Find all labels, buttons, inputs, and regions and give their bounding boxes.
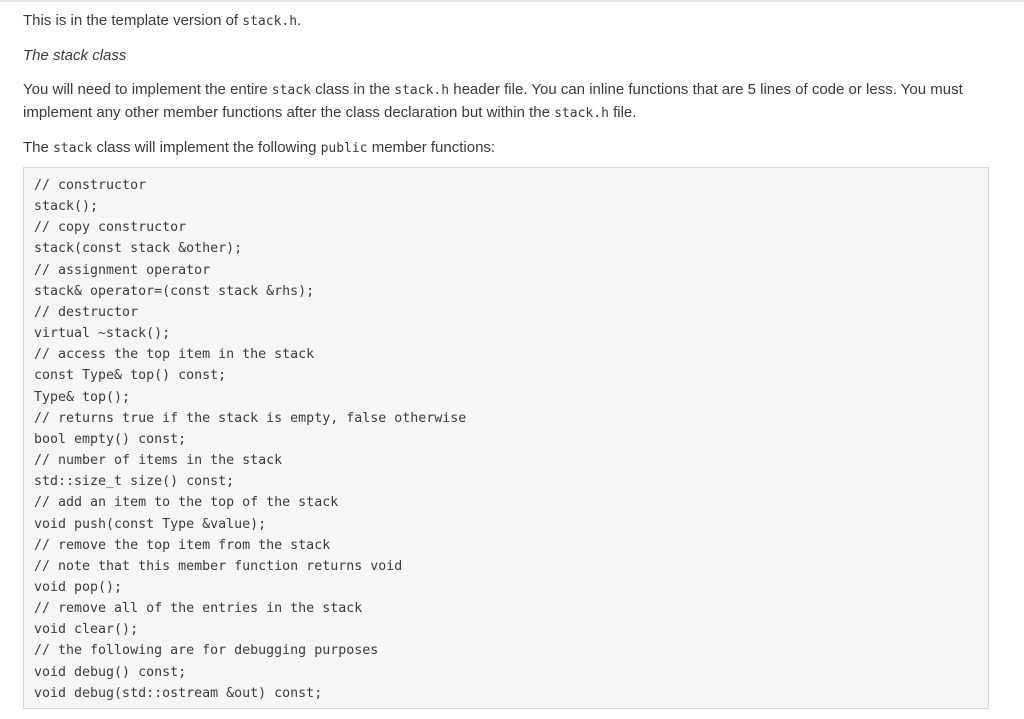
intro-paragraph [23, 10, 988, 33]
description-text-2: class in the [310, 81, 395, 98]
code-line: stack& operator=(const stack &rhs); [34, 283, 315, 299]
code-line: stack(const stack &other); [34, 241, 243, 257]
code-line: bool empty() const; [34, 431, 187, 447]
code-line: // returns true if the stack is empty, false otherwise [34, 410, 467, 426]
code-line: const Type& top() const; [34, 368, 227, 384]
code-line: // add an item to the top of the stack [34, 495, 339, 511]
lead-text-1: The [23, 139, 54, 156]
code-line: // destructor [34, 304, 139, 320]
lead-text-2: class will implement the following [92, 139, 321, 156]
top-divider [0, 0, 1024, 2]
code-line: // access the top item in the stack [34, 347, 315, 363]
code-line: virtual ~stack(); [34, 326, 171, 342]
description-text-3: header file. You can inline functions that are 5 lines of code or less. You must implement any other member functions after the class declaration but within the [23, 81, 963, 121]
code-line: // note that this member function returns void [34, 558, 403, 574]
intro-code: stack.h [242, 14, 298, 29]
code-line: void clear(); [34, 622, 139, 638]
description-code-3: stack.h [554, 106, 609, 121]
description-paragraph [23, 79, 988, 125]
code-line: // assignment operator [34, 262, 211, 278]
intro-suffix: . [297, 12, 302, 29]
lead-paragraph [23, 137, 988, 160]
code-line: // the following are for debugging purposes [34, 643, 379, 659]
description-code-2: stack.h [394, 83, 450, 98]
description-text-1: You will need to implement the entire [23, 81, 272, 98]
code-line: // remove the top item from the stack [34, 537, 331, 553]
lead-code-1: stack [53, 141, 93, 156]
intro-text: This is in the template version of [23, 12, 243, 29]
code-line: // remove all of the entries in the stack [34, 601, 363, 617]
code-line: // copy constructor [34, 220, 187, 236]
description-text-4: file. [608, 104, 637, 121]
code-line: std::size_t size() const; [34, 474, 235, 490]
code-line: // constructor [34, 178, 147, 193]
lead-code-2: public [320, 141, 368, 156]
code-line: stack(); [34, 199, 99, 215]
code-line: void push(const Type &value); [34, 516, 267, 532]
description-code-1: stack [271, 83, 311, 98]
code-line: void debug() const; [34, 664, 187, 680]
document-body [23, 10, 988, 177]
section-heading: The stack class [23, 47, 127, 64]
code-line: void debug(std::ostream &out) const; [34, 685, 323, 701]
code-line: // number of items in the stack [34, 453, 283, 469]
code-block [23, 167, 989, 709]
code-line: void pop(); [34, 579, 123, 595]
code-line: Type& top(); [34, 389, 131, 405]
lead-text-3: member functions: [367, 139, 496, 156]
